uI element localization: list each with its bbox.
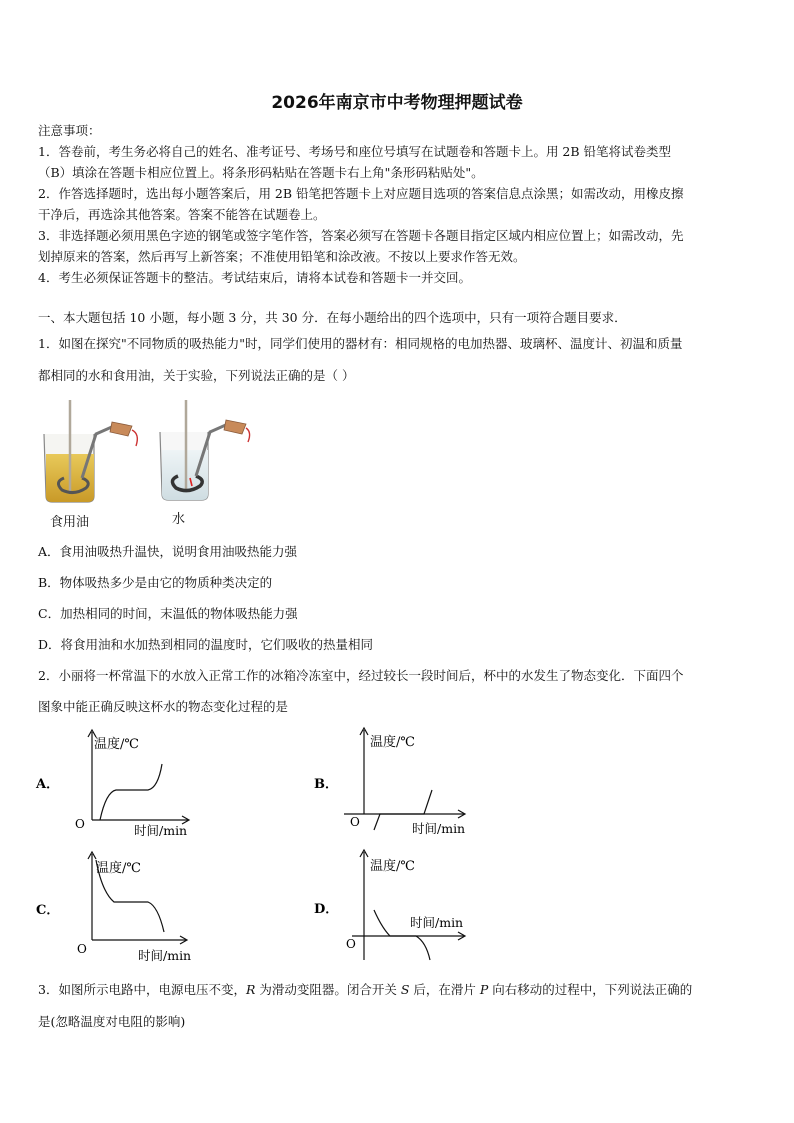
oil-label: 食用油 <box>50 515 90 530</box>
origin-label: O <box>350 815 360 829</box>
y-label: 温度/℃ <box>96 861 141 876</box>
graph-b <box>312 726 492 838</box>
q1-stem-line1: 1．如图在探究"不同物质的吸热能力"时，同学们使用的器材有：相同规格的电加热器、玻璃杯、温度计、初温和质量 <box>38 336 683 351</box>
q3-var-s: S <box>400 982 410 997</box>
q3-stem-line1 <box>38 980 692 998</box>
water-beaker <box>160 400 250 500</box>
q1-option-c: C．加热相同的时间，末温低的物体吸热能力强 <box>38 606 298 621</box>
page-title: 2026年南京市中考物理押题试卷 <box>271 93 523 113</box>
x-label: 时间/min <box>134 823 188 838</box>
graph-d <box>312 848 492 964</box>
notice-heading: 注意事项： <box>38 123 101 138</box>
water-label: 水 <box>172 512 186 527</box>
q3-stem-line2: 是(忽略温度对电阻的影响) <box>38 1014 186 1029</box>
section-heading: 一、本大题包括 10 小题，每小题 3 分，共 30 分．在每小题给出的四个选项中，只有一项符合题目要求． <box>38 310 627 325</box>
option-letter: C． <box>36 903 60 918</box>
graph-a <box>34 728 214 840</box>
q1-option-d: D．将食用油和水加热到相同的温度时，它们吸收的热量相同 <box>38 637 374 652</box>
q3-text: 3．如图所示电路中，电源电压不变， <box>38 982 246 997</box>
q3-text: 后，在滑片 <box>409 982 480 997</box>
graph-c <box>34 850 214 966</box>
notice-line: 3．非选择题必须用黑色字迹的钢笔或签字笔作答，答案必须写在答题卡各题目指定区域内相应位置上；如需改动，先 <box>38 228 684 243</box>
q2-stem-line2: 图象中能正确反映这杯水的物态变化过程的是 <box>38 699 289 714</box>
q1-option-b: B．物体吸热多少是由它的物质种类决定的 <box>38 575 273 590</box>
notice-line: 1．答卷前，考生务必将自己的姓名、准考证号、考场号和座位号填写在试题卷和答题卡上。用 2B 铅笔将试卷类型 <box>38 144 672 159</box>
notice-line: （B）填涂在答题卡相应位置上。将条形码粘贴在答题卡右上角"条形码粘贴处"。 <box>38 165 484 180</box>
option-letter: B． <box>314 777 338 792</box>
origin-label: O <box>346 937 356 951</box>
x-label: 时间/min <box>412 821 466 836</box>
x-label: 时间/min <box>138 948 192 963</box>
y-label: 温度/℃ <box>94 737 139 752</box>
option-letter: D． <box>314 902 339 917</box>
notice-line: 干净后，再选涂其他答案。答案不能答在试题卷上。 <box>38 207 326 222</box>
beakers-figure <box>36 398 256 528</box>
origin-label: O <box>77 942 87 956</box>
y-label: 温度/℃ <box>370 859 415 874</box>
origin-label: O <box>75 817 85 831</box>
q1-stem-line2: 都相同的水和食用油，关于实验，下列说法正确的是（ ） <box>38 368 355 383</box>
x-label: 时间/min <box>410 915 464 930</box>
y-label: 温度/℃ <box>370 735 415 750</box>
q2-stem-line1: 2．小丽将一杯常温下的水放入正常工作的冰箱冷冻室中，经过较长一段时间后，杯中的水发生了物态变化．下面四个 <box>38 668 684 683</box>
option-letter: A． <box>36 777 60 792</box>
oil-beaker <box>44 400 137 502</box>
q3-var-p: P <box>479 982 489 997</box>
q1-option-a: A．食用油吸热升温快，说明食用油吸热能力强 <box>38 544 298 559</box>
q3-var-r: R <box>245 982 256 997</box>
notice-line: 2．作答选择题时，选出每小题答案后，用 2B 铅笔把答题卡上对应题目选项的答案信息点涂黑；如需改动，用橡皮擦 <box>38 186 684 201</box>
notice-line: 划掉原来的答案，然后再写上新答案；不准使用铅笔和涂改液。不按以上要求作答无效。 <box>38 249 526 264</box>
q3-text: 向右移动的过程中，下列说法正确的 <box>488 982 693 997</box>
q3-text: 为滑动变阻器。闭合开关 <box>255 982 401 997</box>
curve <box>100 764 162 820</box>
notice-line: 4．考生必须保证答题卡的整洁。考试结束后，请将本试卷和答题卡一并交回。 <box>38 270 471 285</box>
